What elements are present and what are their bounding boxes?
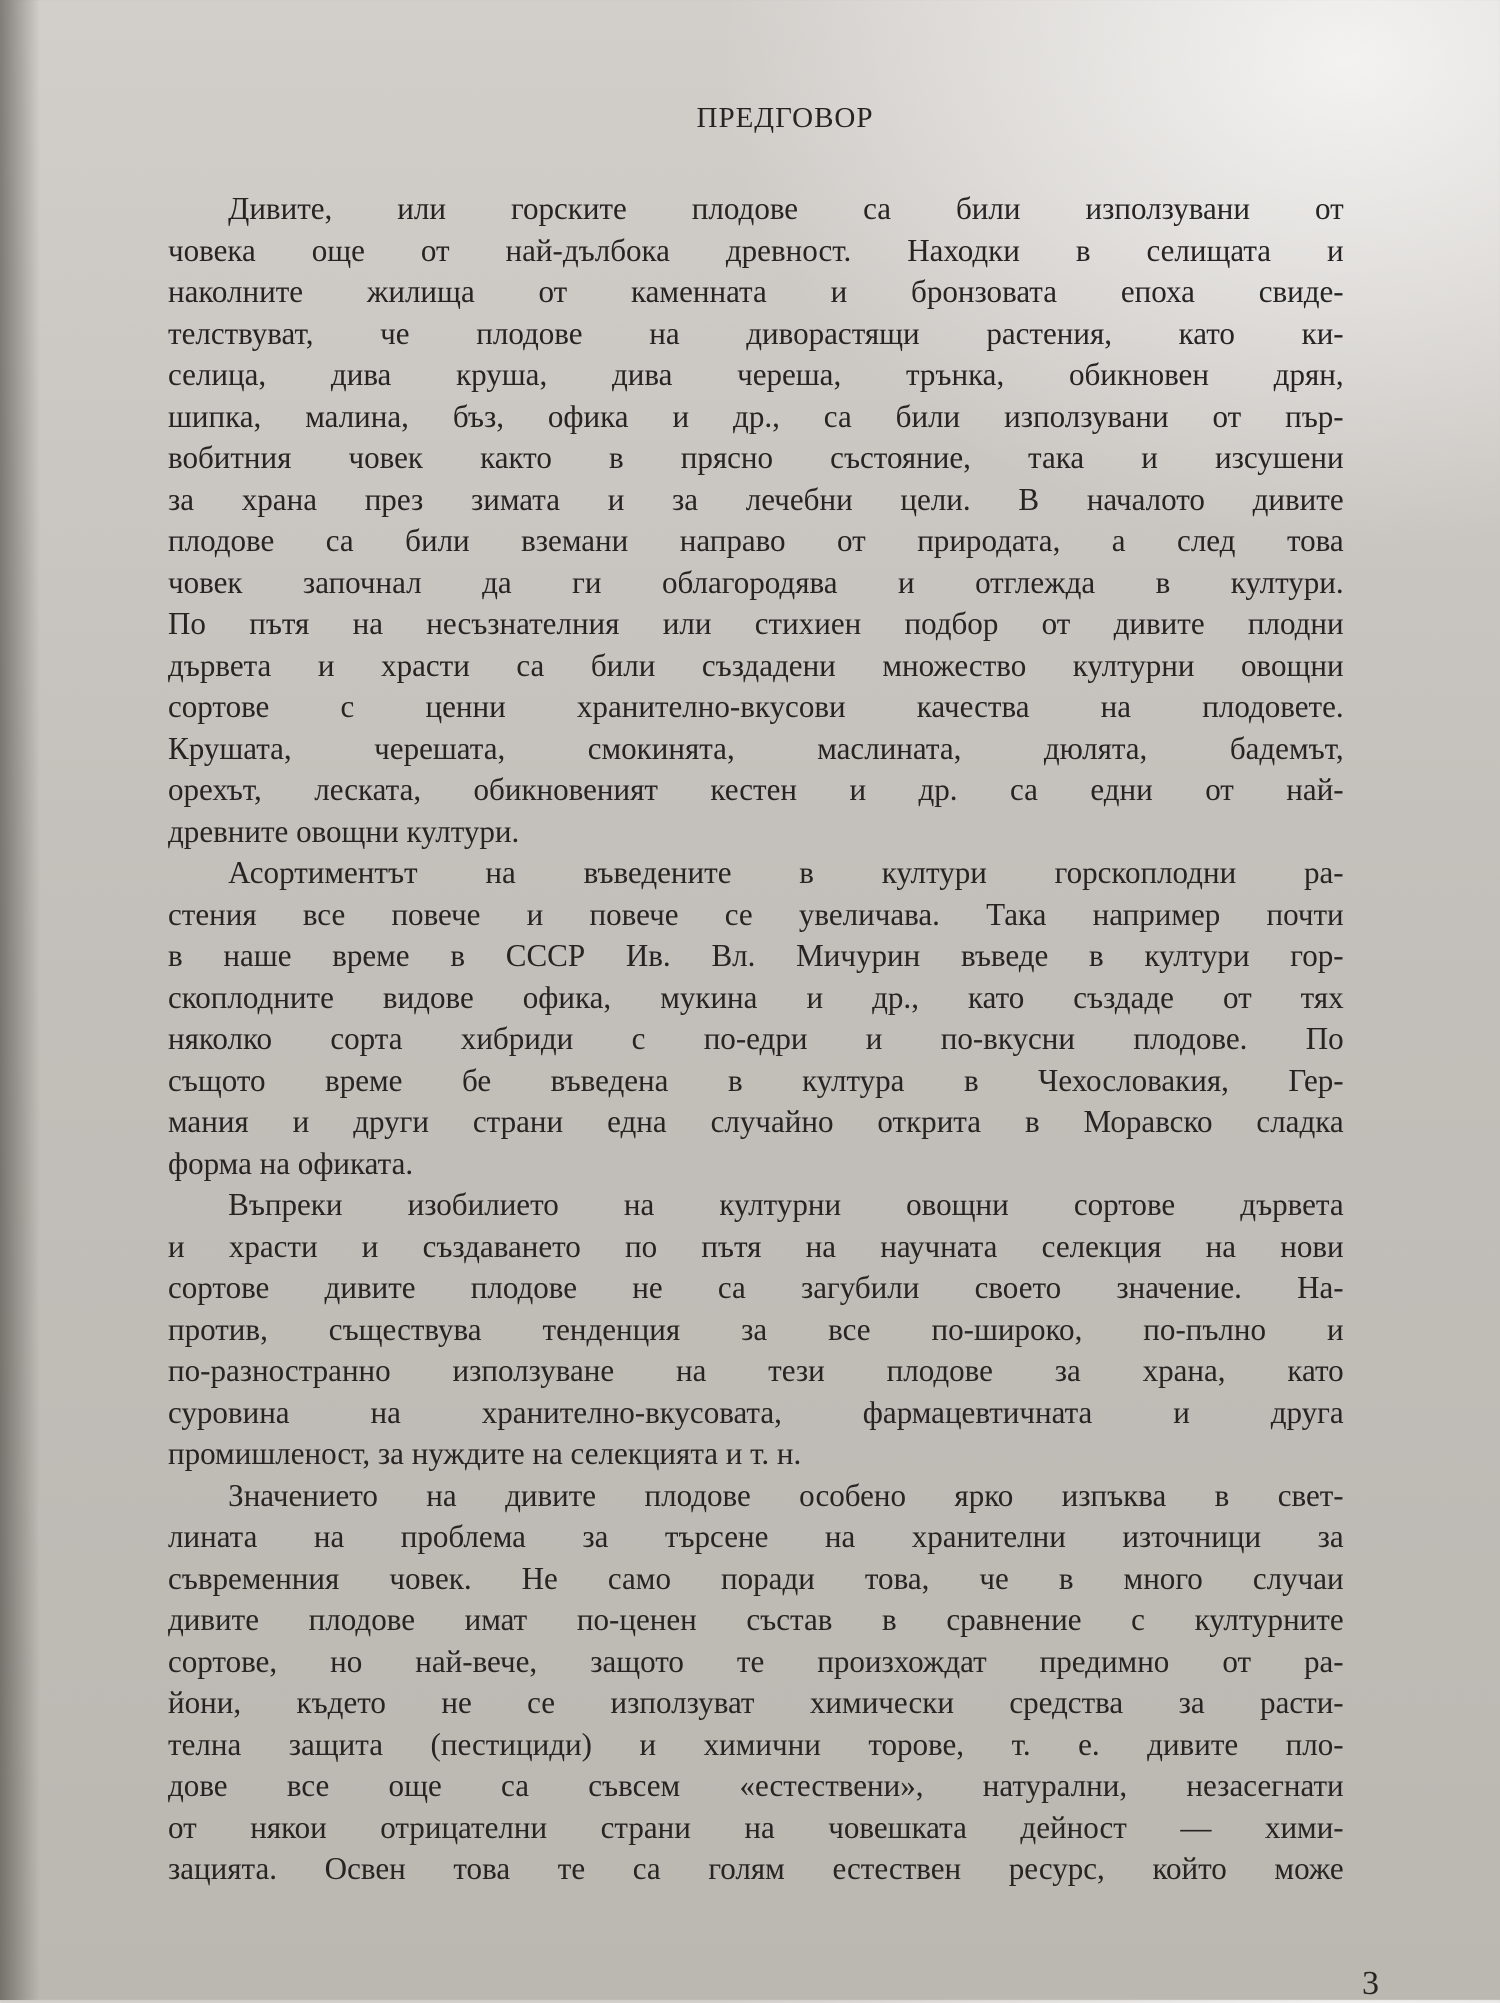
- text-line: суровина на хранително-вкусовата, фармацевтичната и друга: [168, 1393, 1344, 1430]
- text-line: Значението на дивите плодове особено ярко изпъква в свет-: [228, 1476, 1344, 1513]
- text-line: Въпреки изобилието на културни овощни сортове дървета: [228, 1186, 1344, 1222]
- text-line: скоплодните видове офика, мукина и др., като създаде от тях: [168, 978, 1344, 1015]
- paragraph: [168, 1475, 1380, 1890]
- text-line: селица, дива круша, дива череша, трънка, обикновен дрян,: [168, 356, 1344, 392]
- text-line: По пътя на несъзнателния или стихиен подбор от дивите плодни: [168, 605, 1344, 641]
- text-line: йони, където не се използуват химически средства за расти-: [168, 1684, 1344, 1720]
- paragraph: [168, 188, 1380, 852]
- text-line: и храсти и създаването по пътя на научната селекция на нови: [168, 1227, 1344, 1264]
- text-line: Крушата, черешата, смокинята, маслината, дюлята, бадемът,: [168, 729, 1344, 766]
- text-line: дървета и храсти са били създадени множество културни овощни: [168, 646, 1344, 683]
- text-line: човека още от най-дълбока древност. Находки в селищата и: [168, 231, 1344, 268]
- text-line: мания и други страни една случайно открита в Моравско сладка: [168, 1103, 1344, 1139]
- text-line: орехът, леската, обикновеният кестен и др. са едни от най-: [168, 771, 1344, 807]
- text-line: против, съществува тенденция за все по-широко, по-пълно и: [168, 1310, 1344, 1347]
- text-line: дивите плодове имат по-ценен състав в сравнение с културните: [168, 1601, 1344, 1637]
- text-line: сортове, но най-вече, защото те произхождат предимно от ра-: [168, 1642, 1344, 1679]
- text-line: древните овощни култури.: [168, 812, 520, 849]
- text-line: лината на проблема за търсене на хранителни източници за: [168, 1518, 1344, 1554]
- text-line: вобитния човек както в прясно състояние, така и изсушени: [168, 439, 1344, 475]
- text-line: по-разностранно използуване на тези плодове за храна, като: [168, 1352, 1344, 1388]
- text-line: сортове с ценни хранително-вкусови качества на плодовете.: [168, 688, 1344, 724]
- text-line: наколните жилища от каменната и бронзовата епоха свиде-: [168, 273, 1344, 309]
- text-line: телна защита (пестициди) и химични торове, т. е. дивите пло-: [168, 1725, 1344, 1762]
- text-line: промишленост, за нуждите на селекцията и т. н.: [168, 1435, 802, 1471]
- page-number: 3: [1362, 1965, 1379, 2002]
- text-line: от някои отрицателни страни на човешката дейност — хими-: [168, 1808, 1344, 1845]
- text-line: плодове са били вземани направо от природата, а след това: [168, 522, 1344, 558]
- page-title: ПРЕДГОВОР: [696, 102, 874, 134]
- paragraph: [168, 1184, 1380, 1475]
- text-line: човек започнал да ги облагородява и отглежда в култури.: [168, 563, 1344, 600]
- text-line: за храна през зимата и за лечебни цели. В началото дивите: [168, 480, 1344, 517]
- text-line: Асортиментът на въведените в култури горскоплодни ра-: [228, 854, 1344, 890]
- text-line: стения все повече и повече се увеличава. Така например почти: [168, 895, 1344, 932]
- body-text: [168, 188, 1380, 1890]
- text-line: телствуват, че плодове на диворастящи растения, като ки-: [168, 314, 1344, 351]
- text-line: зацията. Освен това те са голям естествен ресурс, който може: [168, 1850, 1344, 1886]
- text-line: сортове дивите плодове не са загубили своето значение. На-: [168, 1269, 1344, 1305]
- text-line: шипка, малина, бъз, офика и др., са били използувани от пър-: [168, 397, 1344, 434]
- paragraph: [168, 852, 1380, 1184]
- text-line: форма на офиката.: [168, 1144, 414, 1181]
- text-line: същото време бе въведена в култура в Чехословакия, Гер-: [168, 1061, 1344, 1098]
- text-line: няколко сорта хибриди с по-едри и по-вкусни плодове. По: [168, 1020, 1344, 1056]
- text-line: в наше време в СССР Ив. Вл. Мичурин въведе в култури гор-: [168, 937, 1344, 973]
- text-line: Дивите, или горските плодове са били използувани от: [228, 190, 1344, 226]
- text-line: съвременния човек. Не само поради това, че в много случаи: [168, 1559, 1344, 1596]
- page-edge-shadow: [0, 0, 40, 2000]
- text-line: дове все още са съвсем «естествени», натурални, незасегнати: [168, 1767, 1344, 1803]
